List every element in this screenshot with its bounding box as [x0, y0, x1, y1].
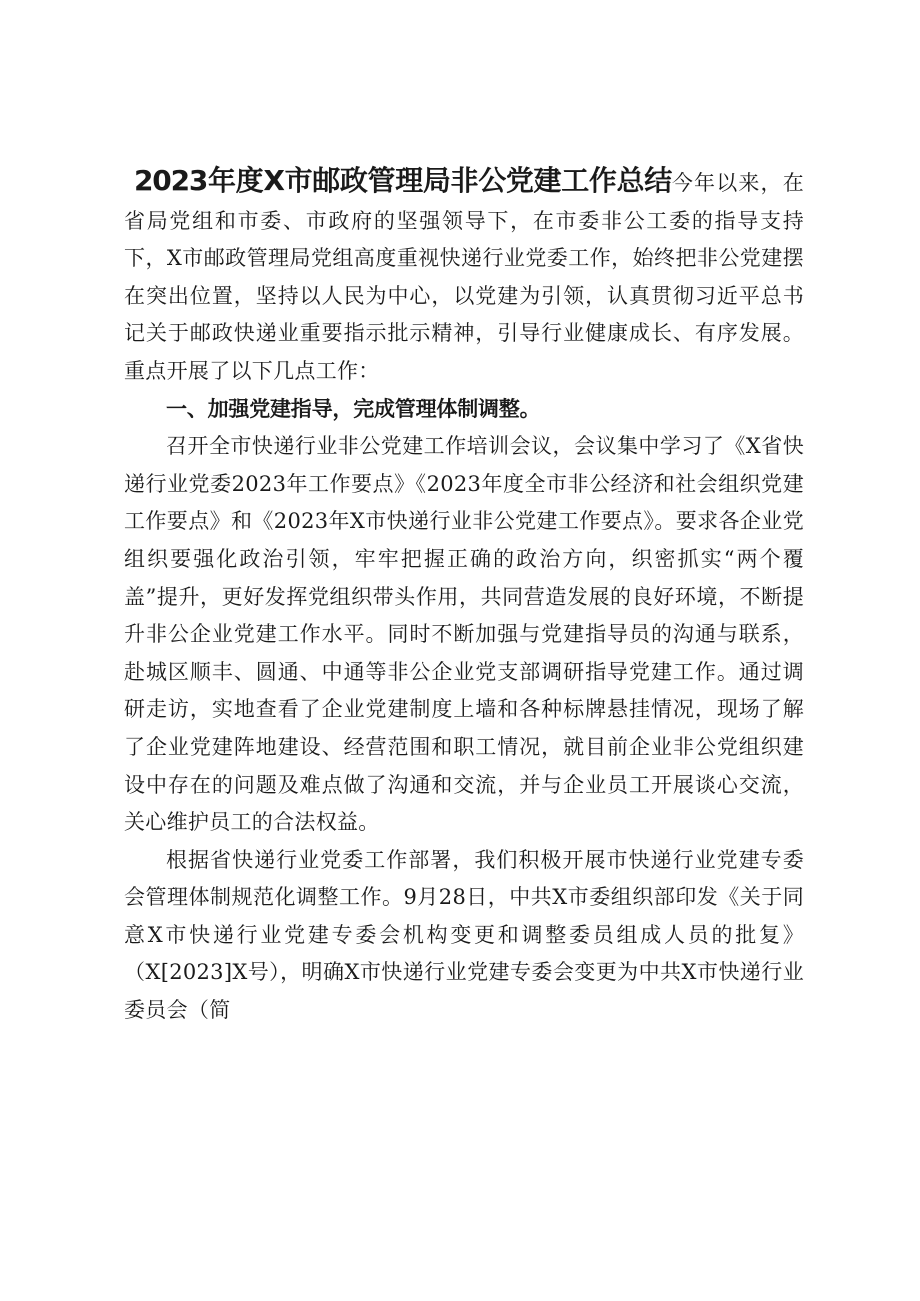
document-body — [124, 162, 804, 1030]
section-heading-1: 一、加强党建指导，完成管理体制调整。 — [166, 396, 541, 421]
intro-text: 今年以来，在省局党组和市委、市政府的坚强领导下，在市委非公工委的指导支持下，X市邮政管理局党组高度重视快递行业党委工作，始终把非公党建摆在突出位置，坚持以人民为中心，以党建为引领，认真贯彻习近平总书记关于邮政快递业重要指示批示精神，引导行业健康成长、有序发展。重点开展了以下几点工作： — [124, 171, 804, 383]
body-paragraph-2: 根据省快递行业党委工作部署，我们积极开展市快递行业党建专委会管理体制规范化调整工作。9月28日，中共X市委组织部印发《关于同意X市快递行业党建专委会机构变更和调整委员组成人员的批复》（X[2023]X号），明确X市快递行业党建专委会变更为中共X市快递行业委员会（简 — [124, 847, 804, 1023]
body-paragraph-1: 召开全市快递行业非公党建工作培训会议，会议集中学习了《X省快递行业党委2023年工作要点》《2023年度全市非公经济和社会组织党建工作要点》和《2023年X市快递行业非公党建工作要点》。要求各企业党组织要强化政治引领，牢牢把握正确的政治方向，织密抓实“两个覆盖”提升，更好发挥党组织带头作用，共同营造发展的良好环境，不断提升非公企业党建工作水平。同时不断加强与党建指导员的沟通与联系，赴城区顺丰、圆通、中通等非公企业党支部调研指导党建工作。通过调研走访，实地查看了企业党建制度上墙和各种标牌悬挂情况，现场了解了企业党建阵地建设、经营范围和职工情况，就目前企业非公党组织建设中存在的问题及难点做了沟通和交流，并与企业员工开展谈心交流，关心维护员工的合法权益。 — [124, 434, 804, 835]
document-title: 2023年度X市邮政管理局非公党建工作总结 — [134, 164, 672, 197]
title-intro-paragraph — [124, 162, 804, 391]
